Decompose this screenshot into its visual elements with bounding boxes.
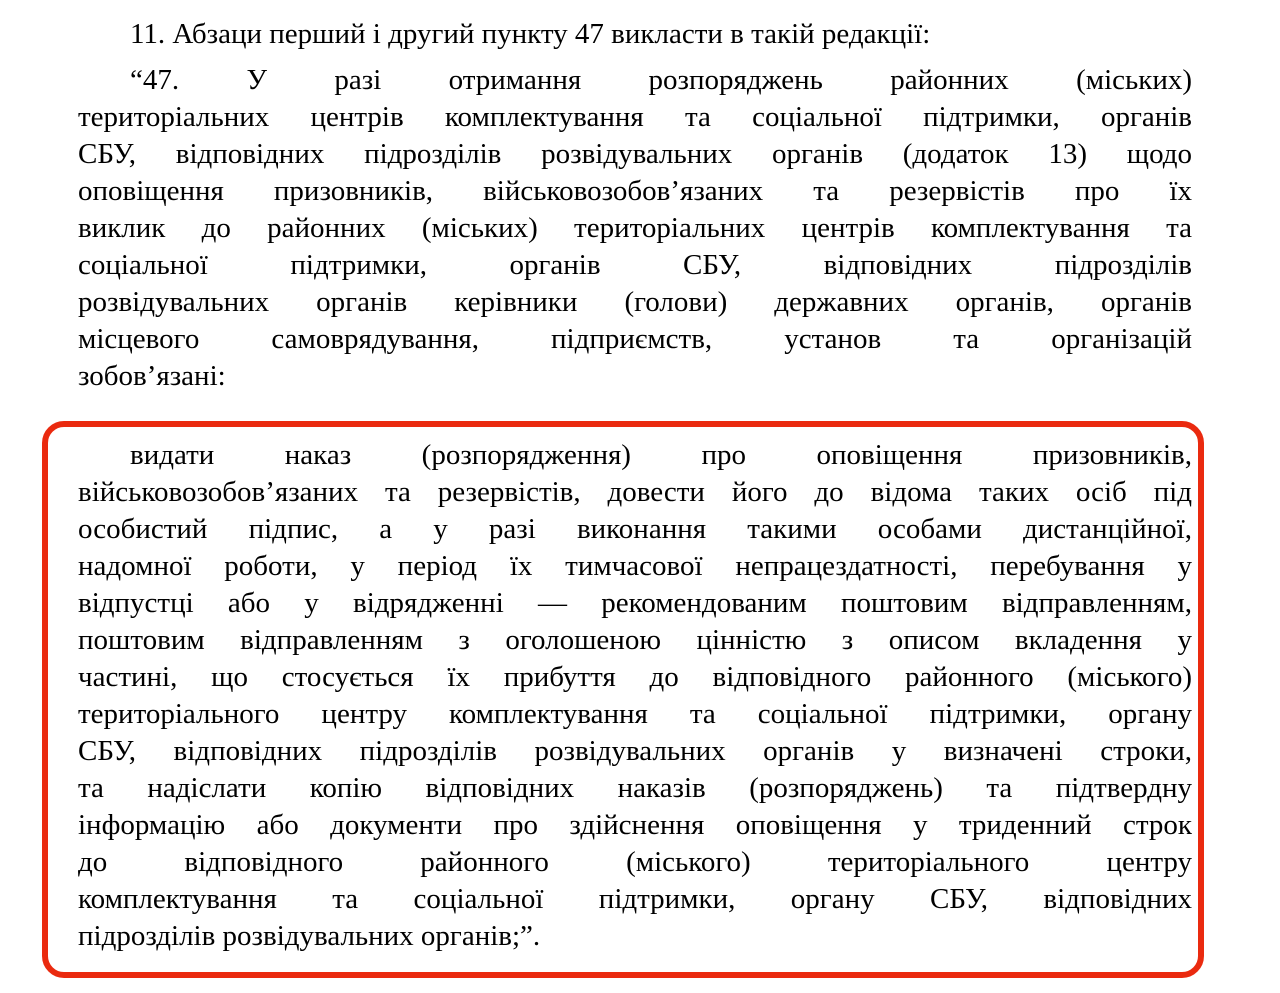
red-highlight-box [42, 421, 1204, 978]
text-line: соціальної підтримки, органів СБУ, відповідних підрозділів [78, 249, 1192, 281]
text-line: видати наказ (розпорядження) про оповіщення призовників, [130, 439, 1192, 471]
text-line: виклик до районних (міських) територіальних центрів комплектування та [78, 212, 1192, 244]
text-line: особистий підпис, а у разі виконання такими особами дистанційної, [78, 513, 1192, 545]
paragraph-intro [78, 16, 1192, 53]
text-line: інформацію або документи про здійснення оповіщення у триденний строк [78, 809, 1192, 841]
text-line: та надіслати копію відповідних наказів (розпоряджень) та підтвердну [78, 772, 1192, 804]
text-line: “47. У разі отримання розпоряджень районних (міських) [130, 64, 1192, 96]
text-line: військовозобов’язаних та резервістів, довести його до відома таких осіб під [78, 476, 1192, 508]
text-line: 11. Абзаци перший і другий пункту 47 викласти в такій редакції: [130, 18, 931, 50]
text-line: оповіщення призовників, військовозобов’язаних та резервістів про їх [78, 175, 1192, 207]
text-line: до відповідного районного (міського) територіального центру [78, 846, 1192, 878]
text-line: місцевого самоврядування, підприємств, установ та організацій [78, 323, 1192, 355]
text-line: підрозділів розвідувальних органів;”. [78, 920, 541, 952]
text-line: СБУ, відповідних підрозділів розвідувальних органів (додаток 13) щодо [78, 138, 1192, 170]
text-line: СБУ, відповідних підрозділів розвідувальних органів у визначені строки, [78, 735, 1192, 767]
text-line: територіальних центрів комплектування та соціальної підтримки, органів [78, 101, 1192, 133]
text-line: територіального центру комплектування та соціальної підтримки, органу [78, 698, 1192, 730]
text-line: поштовим відправленням з оголошеною цінністю з описом вкладення у [78, 624, 1192, 656]
paragraph-boxed [78, 437, 1192, 955]
text-line: зобов’язані: [78, 360, 226, 392]
text-line: частині, що стосується їх прибуття до відповідного районного (міського) [78, 661, 1192, 693]
paragraph-47 [78, 62, 1192, 395]
text-line: надомної роботи, у період їх тимчасової непрацездатності, перебування у [78, 550, 1192, 582]
text-line: розвідувальних органів керівники (голови) державних органів, органів [78, 286, 1192, 318]
text-line: комплектування та соціальної підтримки, органу СБУ, відповідних [78, 883, 1192, 915]
text-line: відпустці або у відрядженні — рекомендованим поштовим відправленням, [78, 587, 1192, 619]
